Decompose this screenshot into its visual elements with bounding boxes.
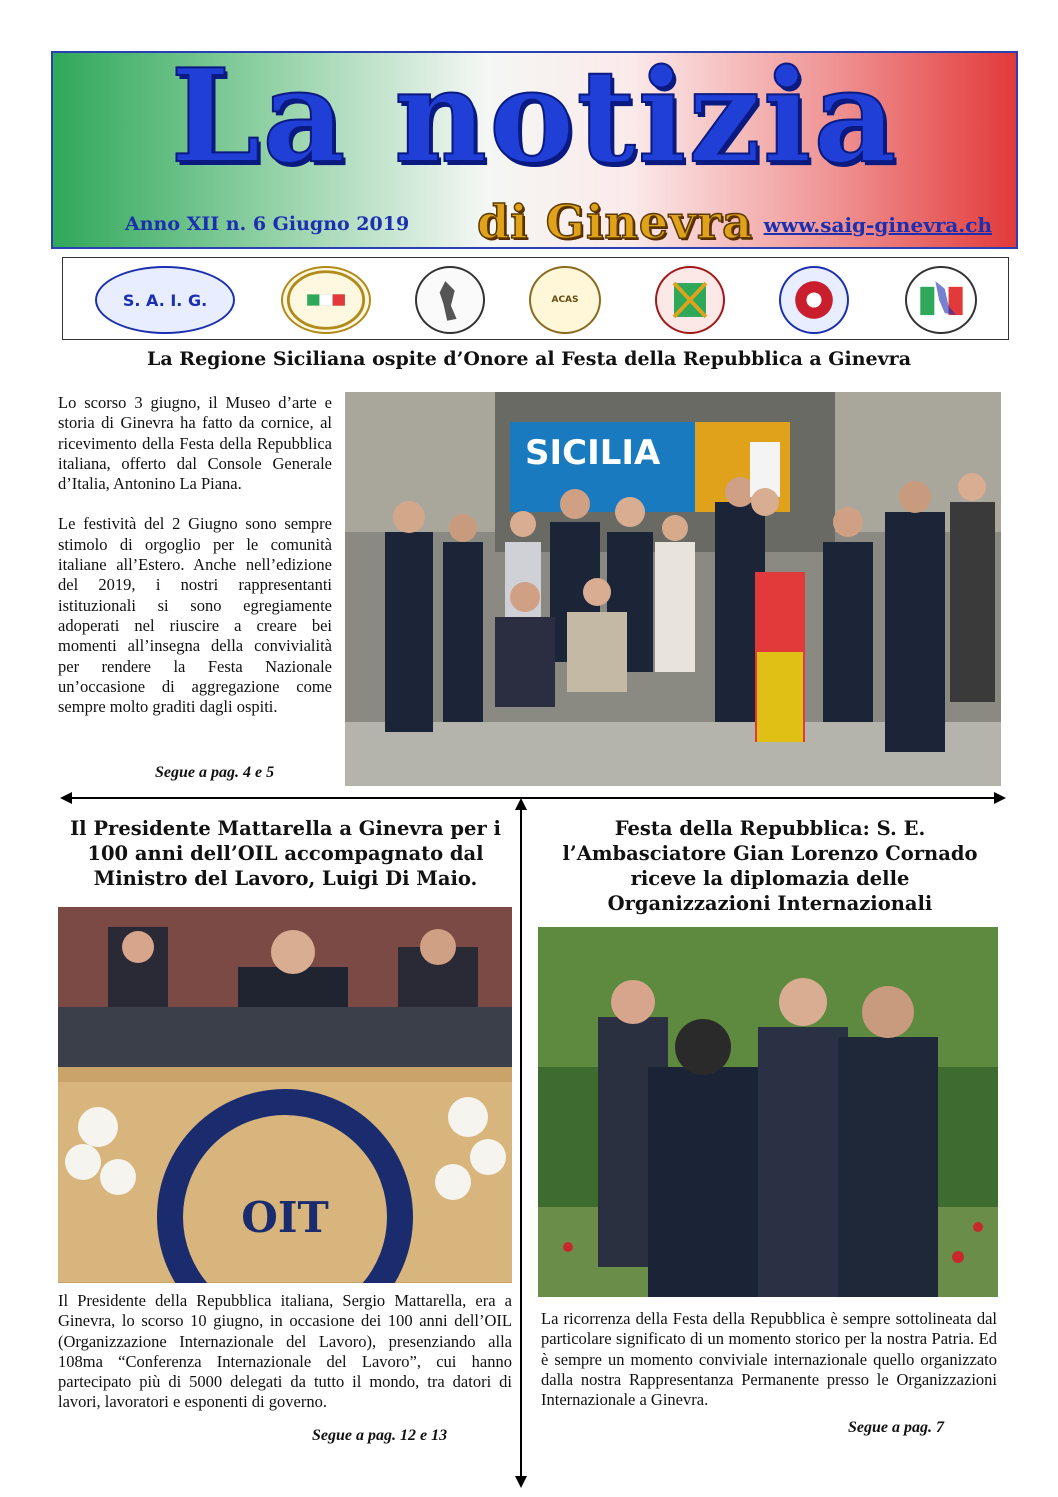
newspaper-title: La notizia — [170, 42, 899, 192]
sicilia-banner-text: SICILIA — [525, 433, 661, 473]
article1-para1: Lo scorso 3 giugno, il Museo d’arte e storia di Ginevra ha fatto da cornice, al ricevimento della Festa della Repubblica italiana, offerto dal Console Generale d’Italia, Antonino La Piana. — [58, 393, 332, 494]
regional-association-logo — [779, 266, 849, 334]
acas-logo: ACAS — [529, 266, 601, 334]
italy-map-logo — [905, 266, 977, 334]
horizontal-divider-arrow — [60, 790, 1006, 806]
sicily-reception-photo — [345, 392, 1001, 786]
oit-emblem-text: OIT — [241, 1193, 329, 1242]
article3-continued: Segue a pag. 7 — [848, 1419, 944, 1436]
saig-logo: S. A. I. G. — [95, 266, 235, 334]
website-link[interactable]: www.saig-ginevra.ch — [763, 213, 992, 237]
anniversary-logo — [281, 266, 371, 334]
newspaper-subtitle: di Ginevra — [477, 195, 753, 249]
issue-info: Anno XII n. 6 Giugno 2019 — [125, 213, 410, 235]
article2-headline: Il Presidente Mattarella a Ginevra per i 100 anni dell’OIL accompagnato dal Ministro del Lavoro, Luigi Di Maio. — [70, 817, 501, 890]
article1-continued: Segue a pag. 4 e 5 — [155, 764, 275, 781]
masthead — [51, 42, 1018, 249]
article2-body: Il Presidente della Repubblica italiana, Sergio Mattarella, era a Ginevra, lo scorso 10 giugno, in occasione dei 100 anni dell’OIL (Organizzazione Internazionale del Lavoro), presenziando alla 108ma “Conferenza Internazionale del Lavoro”, cui hanno partecipato più di 5000 delegati da tutto il mondo, tra datori di lavori, lavoratori e esponenti di governo. — [58, 1291, 512, 1412]
mattarella-oit-photo — [58, 907, 512, 1283]
sicilian-association-logo — [655, 266, 725, 334]
article1-text — [58, 393, 332, 717]
article2-continued: Segue a pag. 12 e 13 — [312, 1427, 448, 1444]
vertical-divider-arrow — [513, 798, 529, 1488]
article1-para2: Le festività del 2 Giugno sono sempre stimolo di orgoglio per le comunità italiane all’Estero. Anche nell’edizione del 2019, i nostri rappresentanti istituzionali si sono egregiamente adoperati nel riuscire a creare bei momenti all’insegna della convivialità per rendere la Festa Nazionale un’occasione di aggregazione come sempre molto graditi dagli ospiti. — [58, 514, 332, 717]
article1-headline: La Regione Siciliana ospite d’Onore al Festa della Repubblica a Ginevra — [147, 348, 911, 370]
association-logos-strip — [62, 257, 1009, 340]
article3-headline: Festa della Repubblica: S. E. l’Ambasciatore Gian Lorenzo Cornado riceve la diplomazia delle Organizzazioni Internazionali — [562, 817, 978, 915]
calabrese-association-logo — [415, 266, 485, 334]
ambassador-reception-photo — [538, 927, 998, 1297]
article3-body: La ricorrenza della Festa della Repubblica è sempre sottolineata dal particolare significato di un momento storico per la nostra Patria. Ed è sempre un momento conviviale internazionale quello organizzato dalla nostra Rappresentanza Permanente presso le Organizzazioni Internazionale a Ginevra. — [541, 1309, 997, 1410]
